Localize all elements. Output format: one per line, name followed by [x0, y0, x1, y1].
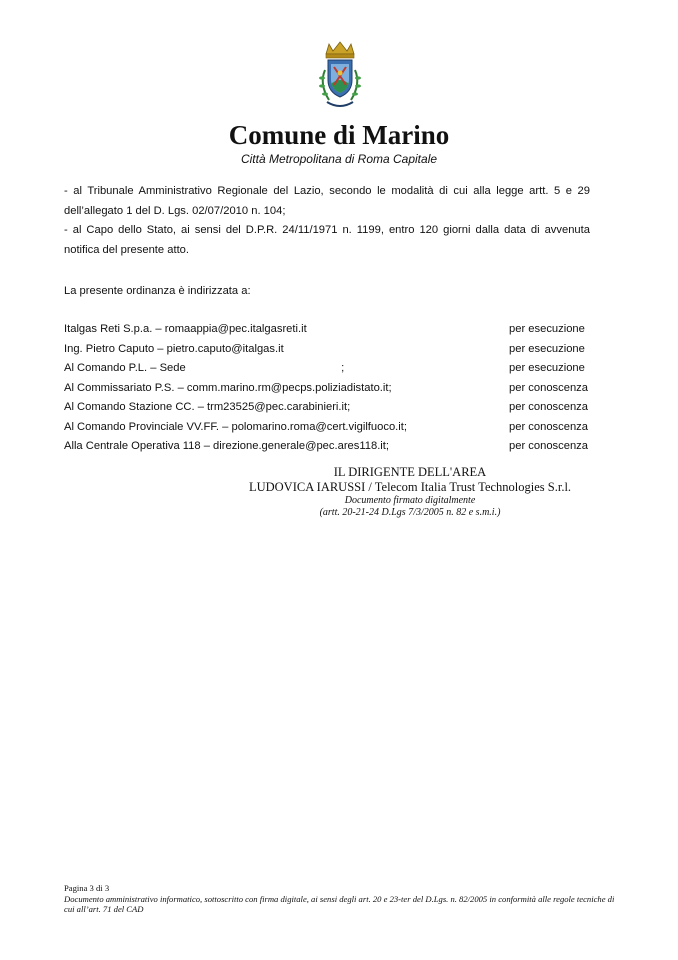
distribution-row — [64, 359, 590, 379]
comune-crest-logo — [311, 40, 369, 116]
recipient: Al Comando Provinciale VV.FF. – polomarino.roma@cert.vigilfuoco.it; — [64, 420, 407, 433]
distribution-row — [64, 340, 590, 360]
appeal-paragraph-tar: - al Tribunale Amministrativo Regionale del Lazio, secondo le modalità di cui alla legge artt. 5 e 29 dell’allegato 1 del D. Lgs. 02/07/2010 n. 104; — [64, 185, 590, 217]
purpose: per conoscenza — [509, 420, 588, 433]
recipient: Ing. Pietro Caputo – pietro.caputo@italgas.it — [64, 342, 284, 355]
purpose: per conoscenza — [509, 401, 588, 413]
signatory-name: LUDOVICA IARUSSI / Telecom Italia Trust Technologies S.r.l. — [248, 480, 572, 494]
distribution-row — [64, 379, 590, 399]
signature-block — [240, 465, 580, 519]
distribution-row — [64, 437, 590, 457]
recipient: Al Comando P.L. – Sede ; — [64, 362, 345, 374]
recipient: Al Commissariato P.S. – comm.marino.rm@pecps.poliziadistato.it; — [64, 381, 392, 394]
distribution-list — [64, 320, 590, 457]
distribution-intro: La presente ordinanza è indirizzata a: — [64, 285, 251, 297]
page-subtitle: Città Metropolitana di Roma Capitale — [240, 152, 438, 166]
purpose: per esecuzione — [509, 323, 585, 335]
recipient: Alla Centrale Operativa 118 – direzione.generale@pec.ares118.it; — [64, 440, 390, 452]
distribution-row — [64, 320, 590, 340]
legal-reference: (artt. 20-21-24 D.Lgs 7/3/2005 n. 82 e s.m.i.) — [319, 507, 501, 518]
page-title: Comune di Marino — [228, 120, 450, 150]
footer-note: Documento amministrativo informatico, sottoscritto con firma digitale, ai sensi degli art. 20 e 23-ter del D.Lgs. n. 82/2005 in conformità alle regole tecniche di cui all’art. 71 del CAD — [64, 893, 615, 914]
distribution-row — [64, 398, 590, 418]
page-number: Pagina 3 di 3 — [64, 883, 110, 893]
appeal-paragraph-capo-stato: - al Capo dello Stato, ai sensi del D.P.R. 24/11/1971 n. 1199, entro 120 giorni dalla data di avvenuta notifica del presente atto. — [64, 224, 590, 256]
purpose: per conoscenza — [509, 381, 588, 394]
purpose: per conoscenza — [509, 440, 588, 452]
digital-signature-note: Documento firmato digitalmente — [344, 495, 476, 506]
recipient: Italgas Reti S.p.a. – romaappia@pec.italgasreti.it — [64, 323, 307, 335]
page-footer — [64, 883, 624, 915]
signatory-role: IL DIRIGENTE DELL'AREA — [333, 465, 487, 479]
purpose: per esecuzione — [509, 342, 585, 355]
recipient: Al Comando Stazione CC. – trm23525@pec.carabinieri.it; — [64, 401, 351, 413]
purpose: per esecuzione — [509, 362, 585, 374]
distribution-row — [64, 418, 590, 438]
